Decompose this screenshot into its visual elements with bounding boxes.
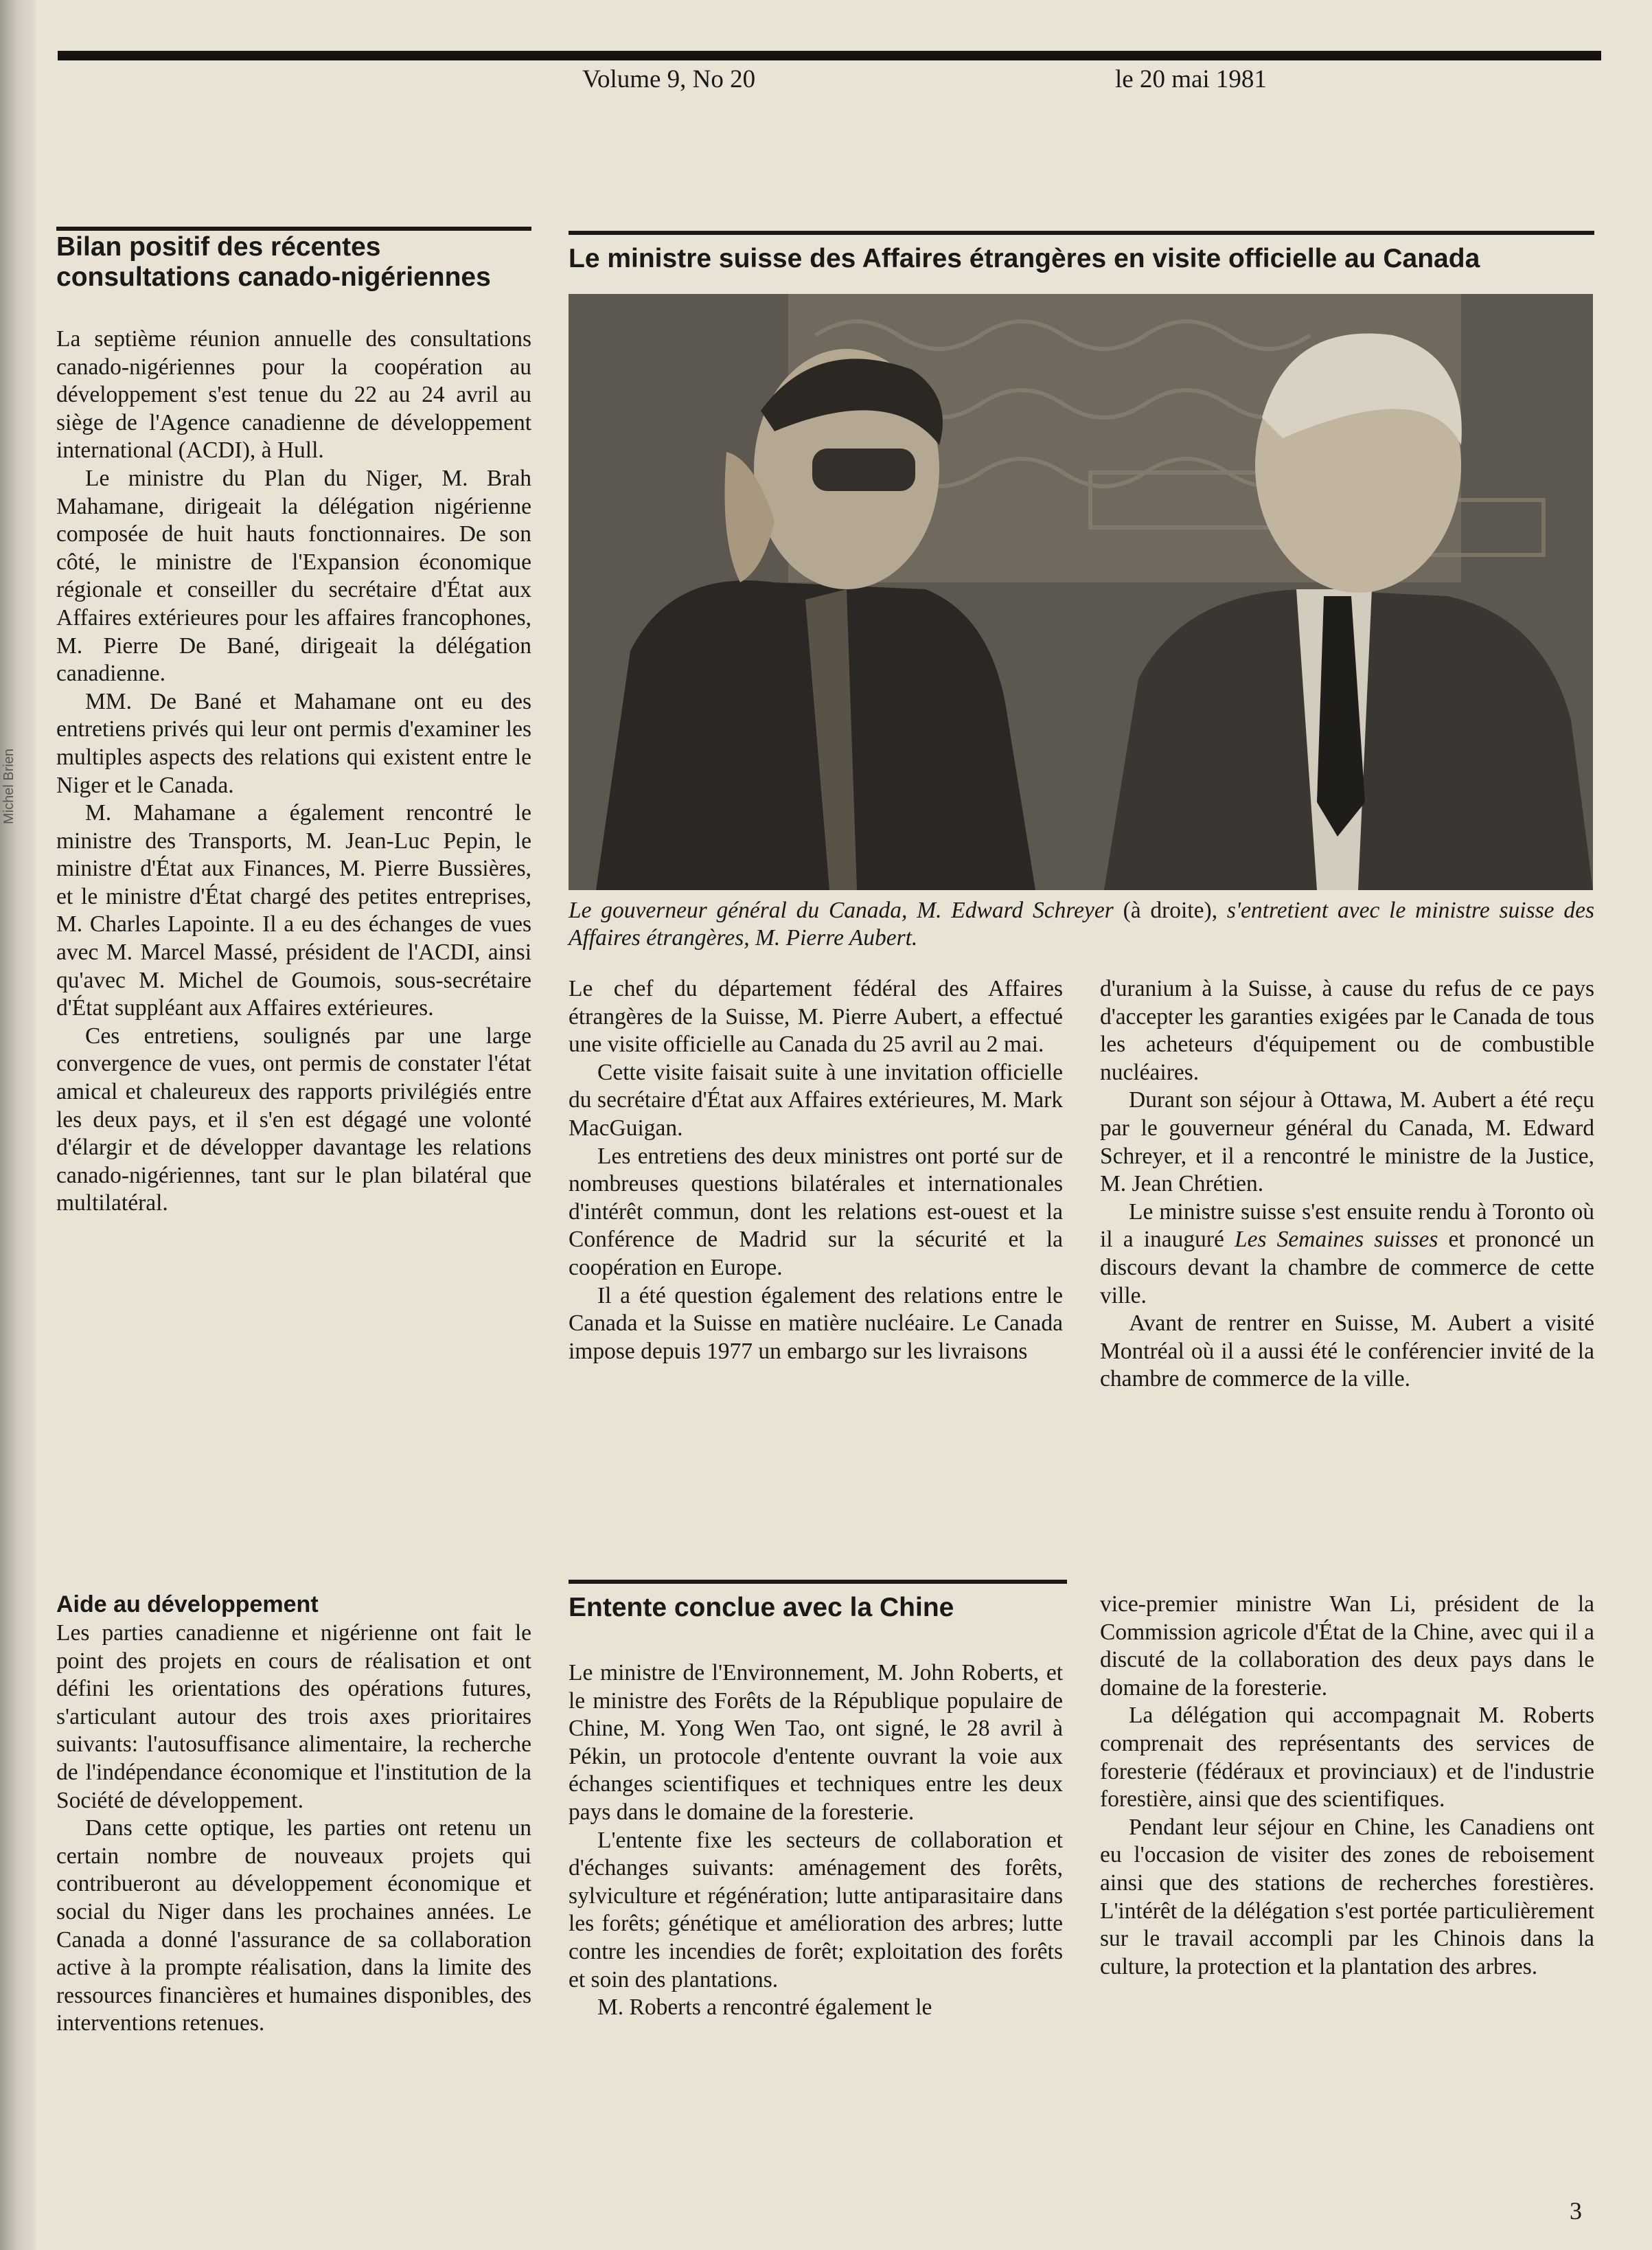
event-name: Les Semaines suisses xyxy=(1235,1227,1438,1253)
left-article-rule xyxy=(56,227,531,231)
china-paragraph: M. Roberts a rencontré également le xyxy=(597,1995,932,2021)
china-paragraph: Pendant leur séjour en Chine, les Canadiens ont eu l'occasion de visiter des zones de reboisement ainsi que des stations de recherches forestières. L'intérêt de la délégation s'est portée particulièrement sur le travail accompli par les Chinois dans la culture, la protection et la plantation des arbres. xyxy=(1100,1814,1594,1979)
left-paragraph: M. Mahamane a également rencontré le ministre des Transports, M. Jean-Luc Pepin, le ministre d'État aux Finances, M. Pierre Bussières, et le ministre d'État chargé des petites entreprises, M. Charles Lapointe. Il a eu des échanges de vues avec M. Marcel Massé, président de l'ACDI, ainsi qu'avec M. Michel de Goumois, sous-secrétaire d'État suppléant aux Affaires extérieures. xyxy=(56,800,531,1021)
page-binding xyxy=(0,0,36,2250)
swiss-paragraph: Il a été question également des relations entre le Canada et la Suisse en matière nucléaire. Le Canada impose depuis 1977 un embargo sur les livraisons xyxy=(569,1282,1063,1364)
swiss-paragraph: d'uranium à la Suisse, à cause du refus de ce pays d'accepter les garanties exigées par le Canada de tous les acheteurs d'équipement ou de combustible nucléaires. xyxy=(1100,976,1594,1085)
china-article-headline: Entente conclue avec la Chine xyxy=(569,1593,954,1622)
swiss-article-headline: Le ministre suisse des Affaires étrangères en visite officielle au Canada xyxy=(569,244,1480,273)
swiss-paragraph: Durant son séjour à Ottawa, M. Aubert a été reçu par le gouverneur général du Canada, M. Edward Schreyer, et il a rencontré le ministre de la Justice, M. Jean Chrétien. xyxy=(1100,1087,1594,1197)
left-paragraph: Dans cette optique, les parties ont retenu un certain nombre de nouveaux projets qui contribueront au développement économique et social du Niger dans les prochaines années. Le Canada a donné l'assurance de sa collaboration active à la prompte réalisation, dans la limite des ressources financières et humaines disponibles, des interventions retenues. xyxy=(56,1815,531,2036)
left-paragraph: Les parties canadienne et nigérienne ont fait le point des projets en cours de réalisation et ont défini les orientations des opérations futures, s'articulant autour des trois axes prioritaires suivants: l'autosuffisance alimentaire, la recherche de l'indépendance économique et l'institution de la Société de développement. xyxy=(56,1620,531,1813)
photo-credit: Michel Brien xyxy=(1,748,16,824)
issue-date: le 20 mai 1981 xyxy=(1115,65,1267,93)
photo-caption xyxy=(569,897,1594,952)
swiss-paragraph xyxy=(1100,1198,1594,1310)
header-rule xyxy=(58,51,1601,60)
swiss-text: et prononcé un discours devant la chambre de commerce de cette ville. xyxy=(1100,1227,1595,1308)
page-number: 3 xyxy=(1570,2197,1582,2225)
china-paragraph: vice-premier ministre Wan Li, président de la Commission agricole d'État de la Chine, avec qui il a discuté de la collaboration des deux pays dans le domaine de la foresterie. xyxy=(1100,1591,1594,1701)
left-article-body-2 xyxy=(56,1620,531,2038)
left-article-body xyxy=(56,326,531,1218)
china-article-rule xyxy=(569,1580,1067,1584)
caption-upright: (à droite), xyxy=(1123,898,1218,923)
china-article-col2 xyxy=(1100,1591,1594,1981)
article-photo xyxy=(569,294,1593,890)
left-paragraph: Le ministre du Plan du Niger, M. Brah Mahamane, dirigeait la délégation nigérienne composée de huit hauts fonctionnaires. De son côté, le ministre de l'Expansion économique régionale et conseiller du secrétaire d'État aux Affaires extérieures pour les affaires francophones, M. Pierre De Bané, dirigeait la délégation canadienne. xyxy=(56,465,531,687)
left-paragraph: Ces entretiens, soulignés par une large convergence de vues, ont permis de constater l'état amical et chaleureux des rapports privilégiés entre les deux pays, et il s'en est dégagé une volonté d'élargir et de développer davantage les relations canado-nigériennes, tant sur le plan bilatéral que multilatéral. xyxy=(56,1023,531,1216)
china-paragraph: La délégation qui accompagnait M. Roberts comprenait des représentants des services de foresterie (fédéraux et provinciaux) et de l'industrie forestière, ainsi que des scientifiques. xyxy=(1100,1703,1594,1812)
left-subhead: Aide au développement xyxy=(56,1591,319,1617)
swiss-article-rule xyxy=(569,231,1594,235)
swiss-paragraph: Le chef du département fédéral des Affaires étrangères de la Suisse, M. Pierre Aubert, a effectué une visite officielle au Canada du 25 avril au 2 mai. xyxy=(569,976,1063,1058)
swiss-article-col1 xyxy=(569,975,1063,1365)
caption-text: s'entretient avec le ministre suisse des Affaires étrangères, M. Pierre Aubert. xyxy=(569,898,1594,951)
china-paragraph: L'entente fixe les secteurs de collaboration et d'échanges suivants: aménagement des forêts, sylviculture et régénération; lutte antiparasitaire dans les forêts; génétique et amélioration des arbres; lutte contre les incendies de forêt; exploitation des forêts et soin des plantations. xyxy=(569,1827,1063,1992)
swiss-text: Le ministre suisse s'est ensuite rendu à Toronto où il a inauguré xyxy=(1100,1198,1594,1253)
swiss-paragraph: Avant de rentrer en Suisse, M. Aubert a visité Montréal où il a aussi été le conférencier invité de la chambre de commerce de la ville. xyxy=(1100,1310,1594,1392)
left-article-headline: Bilan positif des récentes consultations canado-nigériennes xyxy=(56,232,491,292)
china-article-col1 xyxy=(569,1659,1063,2022)
caption-text: Le gouverneur général du Canada, M. Edward Schreyer xyxy=(569,898,1123,923)
left-paragraph: La septième réunion annuelle des consultations canado-nigériennes pour la coopération au développement s'est tenue du 22 au 24 avril au siège de l'Agence canadienne de développement international (ACDI), à Hull. xyxy=(56,326,531,464)
left-paragraph: MM. De Bané et Mahamane ont eu des entretiens privés qui leur ont permis d'examiner les multiples aspects des relations qui existent entre le Niger et le Canada. xyxy=(56,688,531,798)
swiss-article-col2 xyxy=(1100,975,1594,1394)
photo-illustration xyxy=(569,294,1593,890)
china-paragraph: Le ministre de l'Environnement, M. John Roberts, et le ministre des Forêts de la République populaire de Chine, M. Yong Wen Tao, ont signé, le 28 avril à Pékin, un protocole d'entente ouvrant la voie aux échanges scientifiques et techniques entre les deux pays dans le domaine de la foresterie. xyxy=(569,1660,1063,1825)
swiss-paragraph: Les entretiens des deux ministres ont porté sur de nombreuses questions bilatérales et internationales d'intérêt commun, dont les relations est-ouest et la Conférence de Madrid sur la sécurité et la coopération en Europe. xyxy=(569,1143,1063,1280)
issue-number: Volume 9, No 20 xyxy=(582,65,756,93)
swiss-paragraph: Cette visite faisait suite à une invitation officielle du secrétaire d'État aux Affaires extérieures, M. Mark MacGuigan. xyxy=(569,1059,1063,1141)
